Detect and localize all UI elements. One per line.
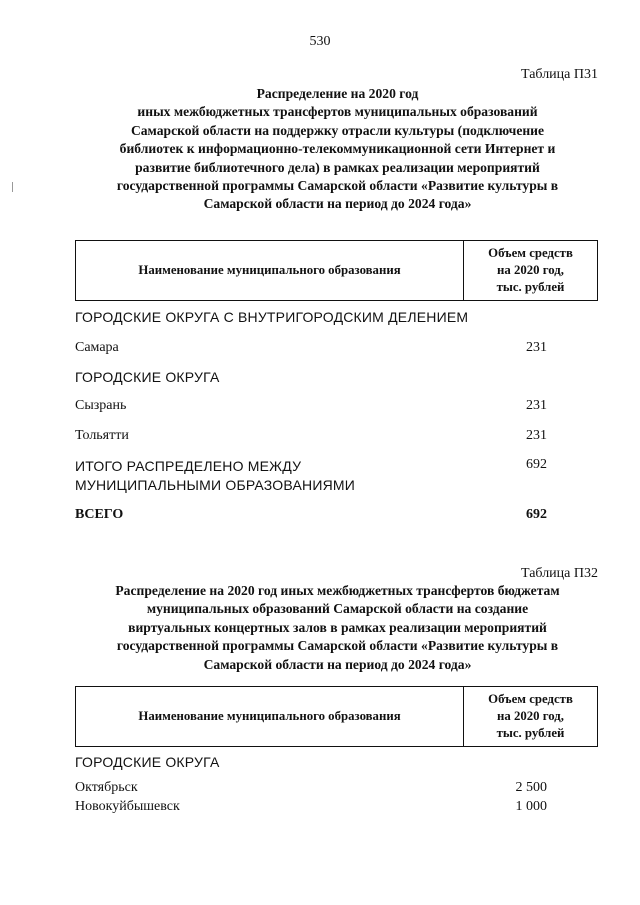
title-line: иных межбюджетных трансфертов муниципальных образований (137, 104, 538, 120)
header-name-column: Наименование муниципального образования (76, 241, 464, 300)
title-line: развитие библиотечного дела) в рамках реализации мероприятий (135, 159, 540, 175)
title-line: Распределение на 2020 год иных межбюджетных трансфертов бюджетам (115, 583, 560, 598)
row-name: Сызрань (75, 398, 127, 413)
header-name-column: Наименование муниципального образования (76, 687, 464, 746)
header-value-line: тыс. рублей (496, 726, 565, 740)
table-p32-title (70, 582, 605, 674)
page-number: 530 (309, 34, 331, 49)
table-p32-label: Таблица П32 (521, 566, 598, 581)
row-name: Самара (75, 340, 119, 355)
title-line: Самарской области на поддержку отрасли культуры (подключение (130, 122, 545, 138)
header-value-line: Объем средств (488, 246, 573, 260)
vsego-value: 692 (526, 507, 547, 522)
header-value-column (464, 241, 597, 300)
itogo-line: ИТОГО РАСПРЕДЕЛЕНО МЕЖДУ (75, 458, 302, 474)
row-name: Новокуйбышевск (75, 799, 180, 814)
header-value-column (464, 687, 597, 746)
vsego-label: ВСЕГО (75, 507, 124, 522)
table-p31-header (75, 240, 598, 301)
row-name: Тольятти (75, 428, 129, 443)
section-heading: ГОРОДСКИЕ ОКРУГА (75, 754, 220, 770)
header-value-line: Объем средств (488, 692, 573, 706)
title-line: Самарской области на период до 2024 года» (203, 656, 472, 672)
table-p31-label: Таблица П31 (521, 67, 598, 82)
title-line: муниципальных образований Самарской области на создание (146, 601, 529, 617)
section-heading: ГОРОДСКИЕ ОКРУГА С ВНУТРИГОРОДСКИМ ДЕЛЕНИЕМ (75, 309, 469, 325)
itogo-label (75, 457, 355, 495)
table-p32-header (75, 686, 598, 747)
section-heading: ГОРОДСКИЕ ОКРУГА (75, 369, 220, 385)
title-line: Распределение на 2020 год (256, 86, 419, 101)
row-value: 1 000 (515, 799, 547, 814)
table-p31-title (70, 85, 605, 214)
row-value: 2 500 (515, 780, 547, 795)
title-line: виртуальных концертных залов в рамках реализации мероприятий (128, 619, 547, 635)
title-line: Самарской области на период до 2024 года» (203, 196, 472, 212)
header-value-line: тыс. рублей (496, 280, 565, 294)
itogo-value: 692 (526, 457, 547, 472)
title-line: библиотек к информационно-телекоммуникационной сети Интернет и (119, 141, 556, 157)
header-value-line: на 2020 год, (497, 709, 564, 723)
header-value-line: на 2020 год, (497, 263, 564, 277)
title-line: государственной программы Самарской области «Развитие культуры в (116, 178, 559, 194)
itogo-line: МУНИЦИПАЛЬНЫМИ ОБРАЗОВАНИЯМИ (75, 477, 356, 493)
title-line: государственной программы Самарской области «Развитие культуры в (116, 638, 559, 654)
row-name: Октябрьск (75, 780, 138, 795)
row-value: 231 (526, 398, 547, 413)
row-value: 231 (526, 340, 547, 355)
scan-edge-mark (12, 182, 13, 192)
row-value: 231 (526, 428, 547, 443)
